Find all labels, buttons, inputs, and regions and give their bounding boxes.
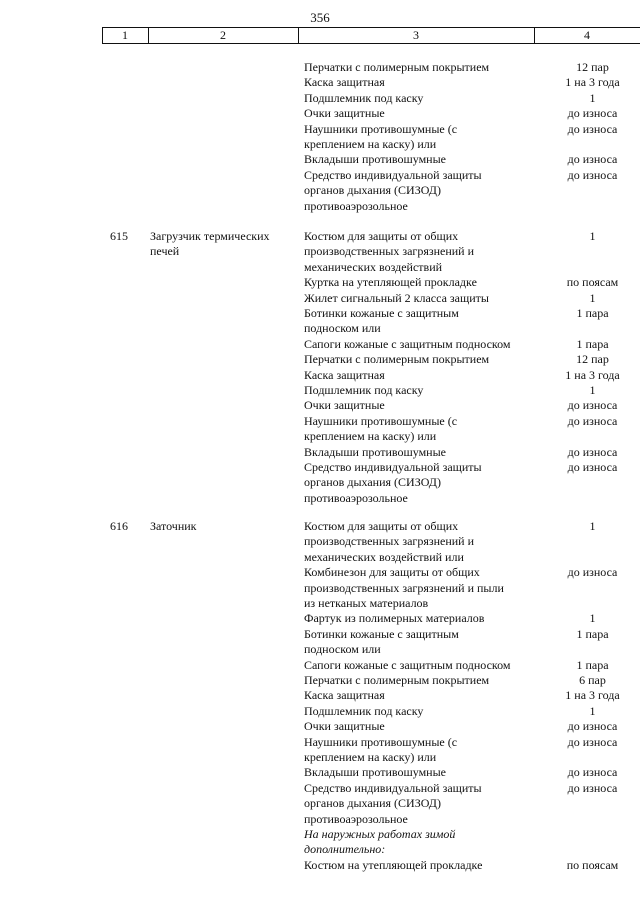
item-name: Каска защитная (304, 75, 385, 90)
item-name: На наружных работах зимой (304, 827, 456, 841)
item-name: Костюм для защиты от общих (304, 229, 459, 243)
profession-name: Заточник (150, 519, 197, 533)
item-name: производственных загрязнений и пыли (304, 580, 504, 595)
item-quantity: до износа (567, 121, 618, 136)
item-name: креплением на каску) или (304, 429, 437, 444)
profession-name: печей (150, 244, 180, 259)
item-name: Наушники противошумные (с (304, 413, 458, 428)
item-name: Сапоги кожаные с защитным подноском (304, 336, 511, 351)
item-name: из нетканых материалов (304, 596, 429, 610)
item-name: Костюм для защиты от общих (304, 519, 459, 533)
item-name: подноском или (304, 642, 381, 657)
profession-name: Загрузчик термических (150, 229, 270, 243)
table-header (102, 27, 640, 44)
item-quantity: до износа (567, 106, 618, 121)
item-name: Ботинки кожаные с защитным (304, 626, 459, 641)
item-quantity: 1 (589, 290, 596, 305)
header-col-3: 3 (413, 28, 419, 42)
item-name: Средство индивидуальной защиты (304, 780, 482, 795)
item-quantity: 1 на 3 года (565, 367, 620, 382)
item-quantity: 1 (589, 229, 596, 243)
item-name: Куртка на утепляющей прокладке (304, 275, 477, 290)
item-name: Вкладыши противошумные (304, 444, 446, 459)
header-col-4: 4 (584, 28, 590, 42)
item-quantity: до износа (567, 734, 618, 749)
item-name: Очки защитные (304, 398, 385, 413)
item-quantity: 12 пар (576, 60, 609, 74)
item-quantity: 1 (589, 703, 596, 718)
item-name: Наушники противошумные (с (304, 121, 458, 136)
item-name: Перчатки с полимерным покрытием (304, 352, 490, 367)
item-quantity: 1 пара (576, 336, 609, 351)
item-name: противоаэрозольное (304, 490, 408, 505)
item-quantity: 1 (589, 383, 596, 397)
item-name: Подшлемник под каску (304, 383, 424, 397)
item-name: Каска защитная (304, 688, 385, 703)
item-name: Наушники противошумные (с (304, 734, 458, 749)
item-quantity: до износа (567, 152, 618, 167)
item-name: креплением на каску) или (304, 750, 437, 764)
item-name: производственных загрязнений и (304, 244, 475, 259)
item-name: подноском или (304, 321, 381, 336)
item-quantity: 1 пара (576, 306, 609, 320)
item-quantity: до износа (567, 565, 618, 580)
item-name: органов дыхания (СИЗОД) (304, 796, 441, 811)
item-name: противоаэрозольное (304, 811, 408, 826)
header-col-1: 1 (122, 28, 128, 42)
item-quantity: 1 на 3 года (565, 75, 620, 90)
item-name: Каска защитная (304, 367, 385, 382)
item-name: Костюм на утепляющей прокладке (304, 857, 483, 872)
item-name: органов дыхания (СИЗОД) (304, 183, 441, 198)
item-quantity: 1 (589, 611, 596, 626)
item-name: Вкладыши противошумные (304, 765, 446, 780)
item-name: производственных загрязнений и (304, 534, 475, 549)
item-quantity: 1 (589, 90, 596, 105)
item-quantity: до износа (567, 413, 618, 428)
item-name: дополнительно: (304, 842, 386, 857)
item-quantity: 12 пар (576, 352, 609, 367)
item-quantity: 1 (589, 519, 596, 533)
item-quantity: до износа (567, 780, 618, 795)
item-quantity: 1 пара (576, 626, 609, 641)
item-quantity: до износа (567, 167, 618, 182)
item-name: Ботинки кожаные с защитным (304, 306, 459, 320)
item-name: Вкладыши противошумные (304, 152, 446, 167)
item-quantity: до износа (567, 765, 618, 780)
item-quantity: до износа (567, 460, 618, 474)
entry-number: 616 (110, 519, 128, 533)
item-name: Средство индивидуальной защиты (304, 460, 482, 474)
item-quantity: 6 пар (579, 673, 606, 687)
item-quantity: по поясам (566, 857, 619, 872)
item-name: Средство индивидуальной защиты (304, 167, 482, 182)
page-number: 356 (310, 10, 330, 25)
item-quantity: до износа (567, 444, 618, 459)
item-name: Фартук из полимерных материалов (304, 611, 485, 626)
item-quantity: до износа (567, 719, 618, 734)
item-name: креплением на каску) или (304, 137, 437, 151)
item-name: Подшлемник под каску (304, 703, 424, 718)
entry-number: 615 (110, 229, 128, 243)
item-quantity: 1 пара (576, 657, 609, 672)
item-name: Подшлемник под каску (304, 90, 424, 105)
item-name: Сапоги кожаные с защитным подноском (304, 657, 511, 672)
item-name: Перчатки с полимерным покрытием (304, 60, 490, 74)
item-name: механических воздействий или (304, 549, 464, 564)
item-quantity: по поясам (566, 275, 619, 290)
header-col-2: 2 (220, 28, 226, 42)
item-name: Комбинезон для защиты от общих (304, 565, 480, 580)
item-name: органов дыхания (СИЗОД) (304, 475, 441, 490)
item-name: Очки защитные (304, 106, 385, 121)
item-name: механических воздействий (304, 259, 443, 274)
item-name: Жилет сигнальный 2 класса защиты (304, 290, 489, 305)
item-quantity: до износа (567, 398, 618, 413)
item-quantity: 1 на 3 года (565, 688, 620, 703)
item-name: противоаэрозольное (304, 198, 408, 213)
item-name: Перчатки с полимерным покрытием (304, 673, 490, 687)
item-name: Очки защитные (304, 719, 385, 734)
